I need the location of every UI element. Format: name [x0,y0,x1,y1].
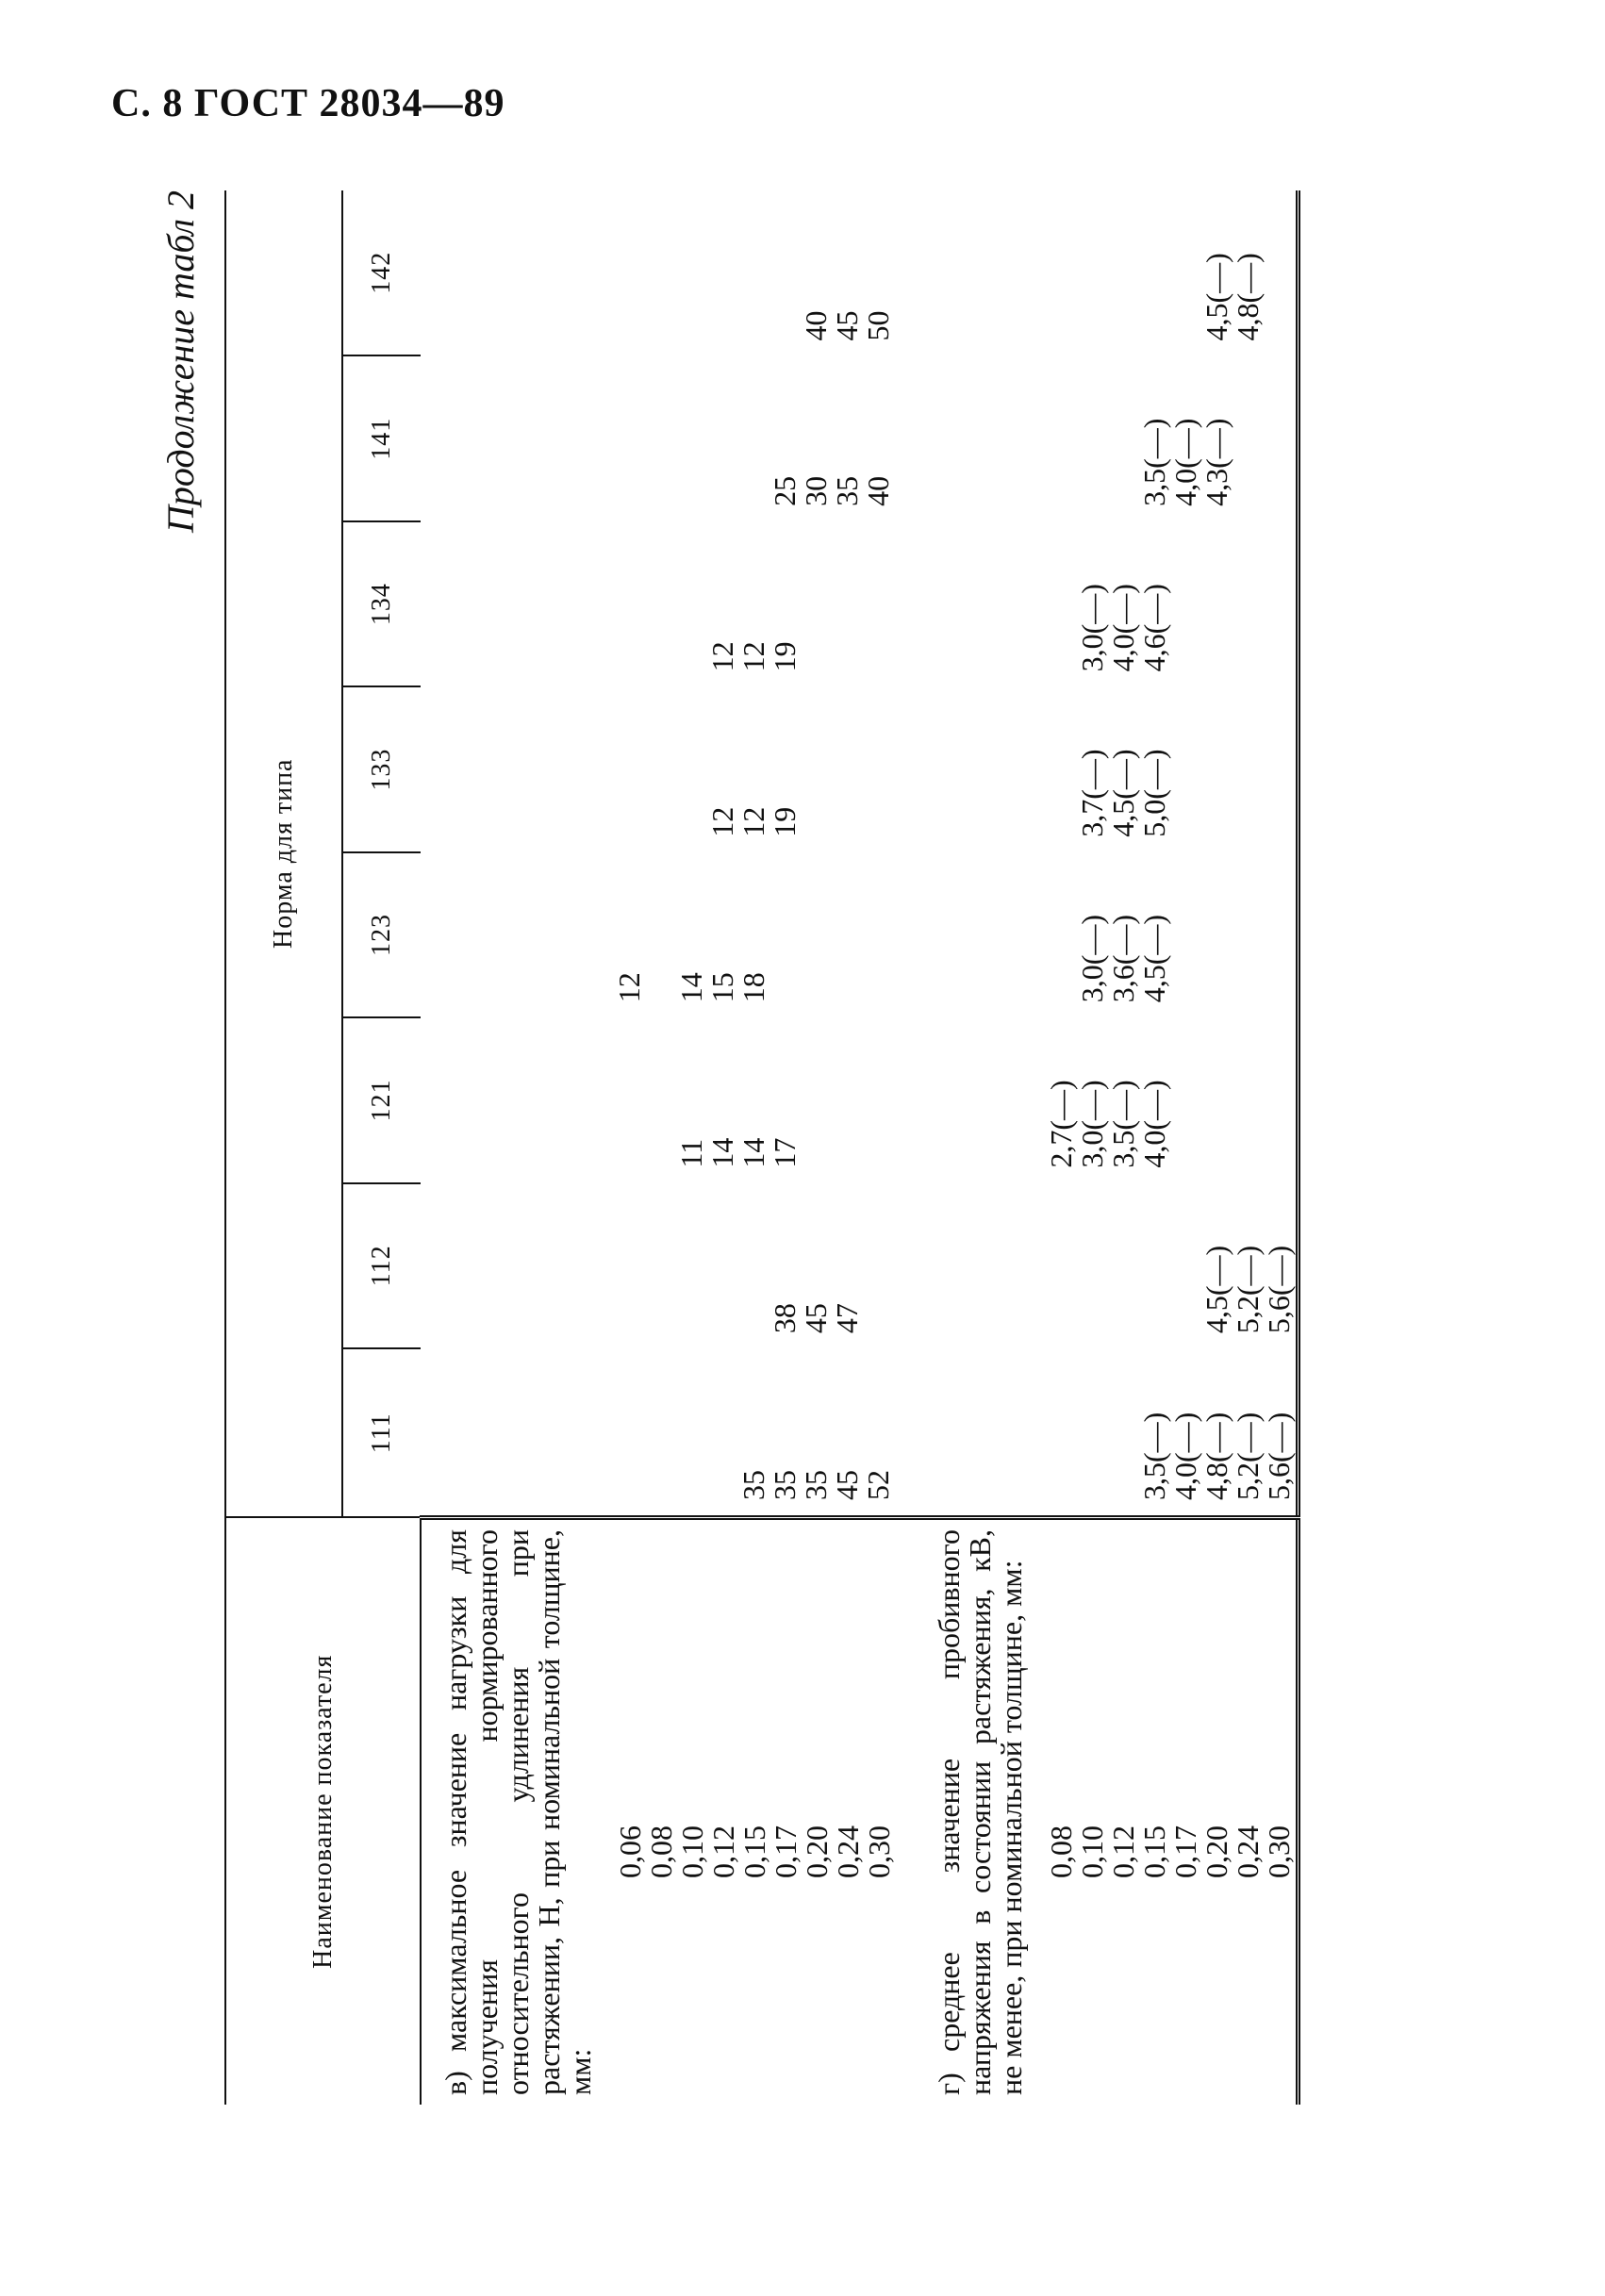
value-cell-type-141 [421,355,896,520]
cell-value [676,356,707,505]
thickness-value: 0,20 [800,1825,834,1878]
cell-value: 5,2(—) [1231,1412,1265,1500]
cell-value [1077,1349,1108,1500]
cell-value [1233,356,1264,505]
cell-value [769,853,801,1002]
cell-value [645,1349,676,1500]
cell-value [1077,191,1108,340]
thickness-list [1046,1529,1295,1878]
cell-value [832,522,863,671]
cell-value [1108,1184,1139,1333]
page-header: С. 8 ГОСТ 28034—89 [111,82,505,125]
cell-value: 4,0(—) [1106,584,1140,672]
cell-value [1264,522,1295,671]
cell-value [1233,1018,1264,1167]
cell-value [863,1018,894,1167]
value-stack [1046,1184,1295,1333]
cell-value: 14 [705,1137,739,1168]
cell-value [707,1184,738,1333]
cell-value [801,687,832,836]
cell-value [645,853,676,1002]
value-stack [614,853,894,1002]
type-header: 134 [342,521,421,686]
cell-value [676,687,707,836]
thickness-value: 0,24 [831,1825,865,1878]
cell-value [801,522,832,671]
thickness-value: 0,30 [1262,1825,1296,1878]
cell-value: 5,6(—) [1262,1412,1296,1500]
cell-value: 3,5(—) [1106,1080,1140,1168]
cell-value [832,1018,863,1167]
cell-value [1201,853,1233,1002]
value-stack [1046,1018,1295,1167]
cell-value [676,1184,707,1333]
cell-value: 47 [830,1303,864,1334]
thickness-value: 0,08 [1044,1825,1078,1878]
cell-value: 5,6(—) [1262,1245,1296,1334]
cell-value: 19 [768,806,802,837]
cell-value [1233,853,1264,1002]
cell-value [1264,687,1295,836]
cell-value: 15 [705,972,739,1003]
cell-value [645,687,676,836]
value-stack [1046,687,1295,836]
cell-value [614,522,645,671]
cell-value: 40 [861,475,895,506]
cell-value [1170,687,1201,836]
cell-value: 3,0(—) [1075,1080,1109,1168]
cell-value: 3,6(—) [1106,914,1140,1003]
cell-value [645,522,676,671]
cell-value [1139,191,1170,340]
cell-value: 4,5(—) [1106,749,1140,837]
cell-value: 5,0(—) [1137,749,1171,837]
type-header: 121 [342,1017,421,1182]
value-cell-type-111 [896,1348,1299,1517]
type-header: 111 [367,1412,396,1454]
type-header: 142 [342,190,421,355]
cell-value [614,1184,645,1333]
value-stack [1046,356,1295,505]
cell-value: 40 [799,310,833,341]
cell-value: 4,5(—) [1200,253,1233,341]
cell-value [1046,853,1077,1002]
value-stack [1046,522,1295,671]
cell-value [645,356,676,505]
cell-value: 5,2(—) [1231,1245,1265,1334]
row-name-cell [896,1518,1299,2106]
cell-value: 2,7(—) [1044,1080,1078,1168]
value-cell-type-142 [896,190,1299,355]
cell-value [1264,853,1295,1002]
cell-value: 3,5(—) [1137,1412,1171,1500]
value-cell-type-123 [896,852,1299,1017]
cell-value: 4,0(—) [1168,418,1202,506]
thickness-value: 0,10 [1075,1825,1109,1878]
thickness-value: 0,12 [1106,1825,1140,1878]
cell-value [1046,522,1077,671]
value-stack [1046,1349,1295,1500]
cell-value [863,522,894,671]
thickness-value: 0,10 [675,1825,709,1878]
cell-value [1201,522,1233,671]
cell-value [707,191,738,340]
value-cell-type-134 [896,521,1299,686]
cell-value [614,687,645,836]
value-cell-type-134 [421,521,896,686]
cell-value [769,191,801,340]
cell-value: 12 [612,972,646,1003]
value-stack [614,687,894,836]
cell-value [707,1349,738,1500]
cell-value [1264,1018,1295,1167]
cell-value: 18 [736,972,770,1003]
cell-value: 4,5(—) [1137,914,1171,1003]
cell-value: 12 [705,806,739,837]
value-stack [614,1184,894,1333]
cell-value: 3,7(—) [1075,749,1109,837]
value-stack [614,1018,894,1167]
cell-value: 17 [768,1137,802,1168]
value-cell-type-112 [421,1183,896,1348]
cell-value: 38 [768,1303,802,1334]
cell-value [614,191,645,340]
value-cell-type-141 [896,355,1299,520]
cell-value [1170,522,1201,671]
value-cell-type-112 [896,1183,1299,1348]
thickness-value: 0,20 [1200,1825,1233,1878]
thickness-value: 0,30 [862,1825,896,1878]
cell-value [832,687,863,836]
row-letter: в) [438,2071,472,2095]
cell-value: 12 [736,806,770,837]
table-caption: Продолжение табл 2 [159,190,202,534]
cell-value [1264,191,1295,340]
type-header: 133 [342,686,421,851]
cell-value: 3,5(—) [1137,418,1171,506]
column-header-name: Наименование показателя [225,1518,421,2106]
cell-value: 30 [799,475,833,506]
cell-value [801,853,832,1002]
thickness-value: 0,08 [644,1825,678,1878]
value-cell-type-111 [421,1348,896,1517]
thickness-value: 0,17 [1168,1825,1202,1878]
cell-value [1139,1184,1170,1333]
cell-value [1170,853,1201,1002]
cell-value: 12 [705,641,739,672]
cell-value: 35 [736,1470,770,1500]
value-stack [1046,191,1295,340]
table-row [421,190,896,2105]
value-stack [1046,853,1295,1002]
cell-value [1046,687,1077,836]
type-header: 123 [342,852,421,1017]
cell-value [645,1184,676,1333]
cell-value: 45 [830,310,864,341]
value-cell-type-123 [421,852,896,1017]
thickness-value: 0,24 [1231,1825,1265,1878]
thickness-list [615,1529,895,1878]
cell-value: 12 [736,641,770,672]
thickness-value: 0,15 [1137,1825,1171,1878]
cell-value [707,356,738,505]
cell-value [676,522,707,671]
cell-value: 52 [861,1470,895,1500]
cell-value [801,1018,832,1167]
cell-value [614,1018,645,1167]
table-row [896,190,1299,2105]
cell-value [1108,356,1139,505]
cell-value [676,191,707,340]
cell-value [1046,191,1077,340]
cell-value: 14 [736,1137,770,1168]
row-letter: г) [932,2073,966,2095]
value-stack [614,356,894,505]
cell-value [738,356,769,505]
cell-value [645,191,676,340]
cell-value [676,1349,707,1500]
cell-value: 35 [830,475,864,506]
cell-value: 4,3(—) [1200,418,1233,506]
cell-value [1233,522,1264,671]
cell-value: 3,0(—) [1075,914,1109,1003]
cell-value [645,1018,676,1167]
cell-value [1233,687,1264,836]
cell-value: 50 [861,310,895,341]
cell-value [1170,191,1201,340]
cell-value: 14 [674,972,708,1003]
cell-value: 4,8(—) [1231,253,1265,341]
row-label-text: среднее значение пробивного напряжения в состоянии растяжения, кВ, не менее, при номинальной толщине, мм: [932,1529,1028,2095]
cell-value [863,687,894,836]
cell-value: 35 [799,1470,833,1500]
cell-value [1108,191,1139,340]
cell-value: 3,0(—) [1075,584,1109,672]
thickness-value: 0,17 [769,1825,802,1878]
cell-value [1108,1349,1139,1500]
value-stack [614,522,894,671]
cell-value: 19 [768,641,802,672]
value-cell-type-133 [896,686,1299,851]
value-cell-type-121 [896,1017,1299,1182]
cell-value: 45 [799,1303,833,1334]
thickness-value: 0,15 [737,1825,771,1878]
cell-value [1046,1184,1077,1333]
cell-value [1201,1018,1233,1167]
cell-value: 4,0(—) [1168,1412,1202,1500]
value-cell-type-142 [421,190,896,355]
value-cell-type-133 [421,686,896,851]
type-header: 141 [342,355,421,520]
thickness-value: 0,12 [706,1825,740,1878]
value-stack [614,1349,894,1500]
cell-value: 4,8(—) [1200,1412,1233,1500]
rotated-table-block [158,190,1431,2105]
cell-value [1201,687,1233,836]
value-stack [614,191,894,340]
cell-value: 4,0(—) [1137,1080,1171,1168]
cell-value [863,853,894,1002]
cell-value [614,1349,645,1500]
thickness-value: 0,06 [613,1825,647,1878]
cell-value [1170,1018,1201,1167]
norms-table [224,190,1300,2105]
cell-value [1170,1184,1201,1333]
row-name-cell [421,1518,896,2106]
cell-value [832,853,863,1002]
type-header: 112 [342,1183,421,1348]
cell-value: 45 [830,1470,864,1500]
cell-value [614,356,645,505]
cell-value: 11 [674,1138,708,1168]
cell-value [738,191,769,340]
cell-value: 25 [768,475,802,506]
cell-value [1046,1349,1077,1500]
cell-value: 4,6(—) [1137,584,1171,672]
cell-value [1077,356,1108,505]
cell-value: 4,5(—) [1200,1245,1233,1334]
row-label-text: максимальное значение нагрузки для получения нормированного относительного удлинения при растяжении, Н, при номинальной толщине, мм: [438,1529,597,2095]
cell-value [1046,356,1077,505]
cell-value [1264,356,1295,505]
cell-value [738,1184,769,1333]
cell-value [1077,1184,1108,1333]
row-label [440,1529,596,2095]
cell-value: 35 [768,1470,802,1500]
table-body [421,190,1299,2105]
row-label [934,1529,1027,2095]
value-cell-type-121 [421,1017,896,1182]
column-group-header: Норма для типа [225,190,342,1518]
cell-value [863,1184,894,1333]
